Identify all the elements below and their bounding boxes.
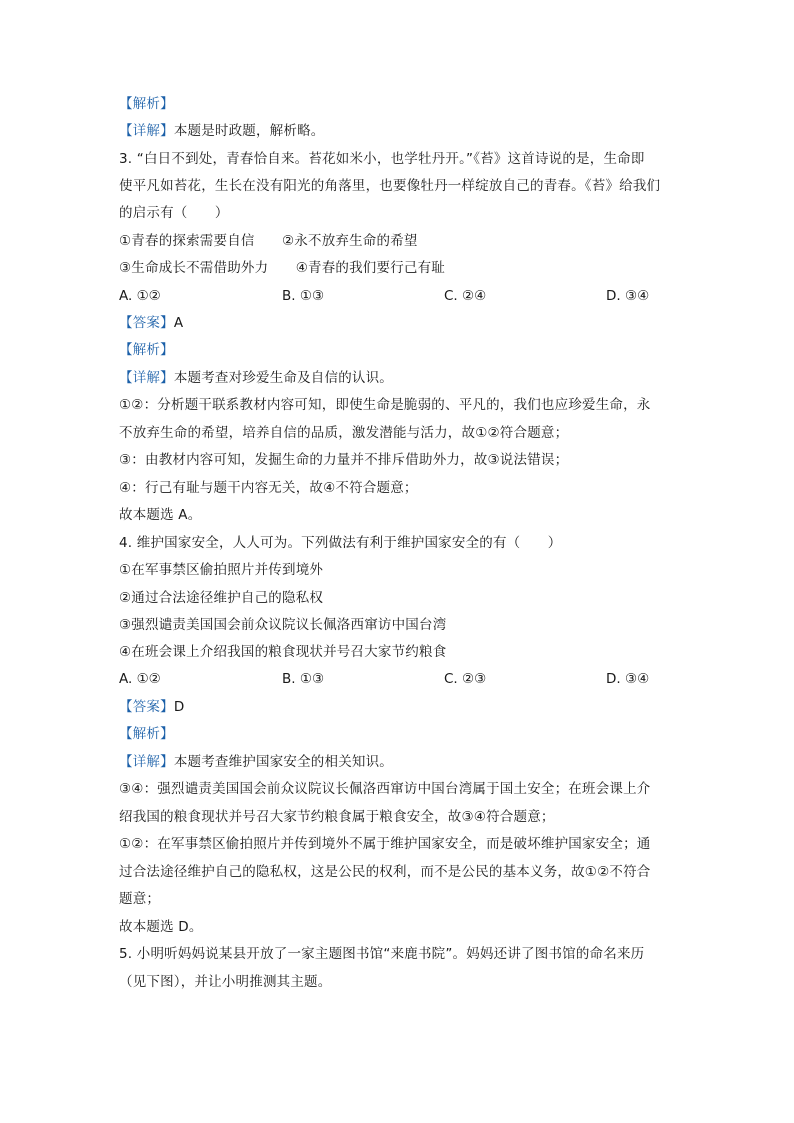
line-text: ①在军事禁区偷拍照片并传到境外 [119,562,324,578]
line-text: ③：由教材内容可知，发掘生命的力量并不排斥借助外力，故③说法错误； [119,452,569,468]
section-tag: 【详解】 [119,123,174,139]
text-line [119,589,679,608]
line-text: 本题考查维护国家安全的相关知识。 [173,754,394,770]
text-line [119,150,679,169]
line-text: ④：行己有耻与题干内容无关，故④不符合题意； [119,480,418,496]
text-line [119,835,679,854]
line-text: ③生命成长不需借助外力 ④青春的我们要行己有耻 [119,260,446,276]
text-line [119,780,679,799]
section-tag: 【解析】 [119,96,174,112]
line-text: （见下图），并让小明推测其主题。 [119,974,332,990]
text-line [119,451,679,470]
text-line [119,725,679,744]
text-line [119,95,679,114]
text-line [119,259,679,278]
section-tag: 【答案】 [119,315,174,331]
section-tag: 【解析】 [119,342,174,358]
text-line [119,698,679,717]
section-tag: 【详解】 [119,754,174,770]
text-line [119,369,679,388]
section-tag: 【解析】 [119,726,174,742]
line-text: 4. 维护国家安全，人人可为。下列做法有利于维护国家安全的有（ ） [119,535,562,551]
line-text: 本题是时政题，解析略。 [173,123,325,139]
line-text: 5. 小明听妈妈说某县开放了一家主题图书馆“来鹿书院”。妈妈还讲了图书馆的命名来历 [119,946,645,962]
text-line [119,341,679,360]
q3-option-a: A. ①② [119,288,161,304]
text-line [119,753,679,772]
line-text: ④在班会课上介绍我国的粮食现状并号召大家节约粮食 [119,644,447,660]
line-text: ①②：在军事禁区偷拍照片并传到境外不属于维护国家安全，而是破坏维护国家安全；通 [119,836,651,852]
line-text: 使平凡如苔花，生长在没有阳光的角落里，也要像牡丹一样绽放自己的青春。《苔》给我们 [119,178,661,194]
text-line [119,808,679,827]
line-text: 本题考查对珍爱生命及自信的认识。 [173,370,394,386]
section-tag: 【答案】 [119,699,174,715]
q4-option-c: C. ②③ [444,671,487,687]
text-line [119,314,679,333]
text-line [119,945,679,964]
text-line [119,122,679,141]
line-text: 故本题选 A。 [119,507,202,523]
line-text: 3. “白日不到处，青春恰自来。苔花如米小，也学牡丹开。”《苔》这首诗说的是，生命即 [119,151,645,167]
text-line [119,232,679,251]
line-text: ①②：分析题干联系教材内容可知，即使生命是脆弱的、平凡的，我们也应珍爱生命，永 [119,397,651,413]
line-text: 绍我国的粮食现状并号召大家节约粮食属于粮食安全，故③④符合题意； [119,809,555,825]
text-line [119,396,679,415]
text-line [119,616,679,635]
text-line [119,204,679,223]
line-text: A [173,315,184,331]
text-line [119,643,679,662]
line-text: 的启示有（ ） [119,205,229,221]
q4-option-a: A. ①② [119,671,161,687]
q3-option-b: B. ①③ [282,288,325,304]
line-text: 题意； [119,891,161,907]
line-text: ③强烈谴责美国国会前众议院议长佩洛西窜访中国台湾 [119,617,447,633]
q4-option-b: B. ①③ [282,671,325,687]
text-line [119,424,679,443]
text-line [119,890,679,909]
text-line [119,506,679,525]
q3-option-d: D. ③④ [606,288,650,304]
text-line [119,534,679,553]
q3-option-c: C. ②④ [444,288,487,304]
text-line [119,863,679,882]
line-text: ②通过合法途径维护自己的隐私权 [119,590,324,606]
text-line [119,177,679,196]
q4-option-d: D. ③④ [606,671,650,687]
line-text: 不放弃生命的希望，培养自信的品质，激发潜能与活力，故①②符合题意； [119,425,569,441]
line-text: ①青春的探索需要自信 ②永不放弃生命的希望 [119,233,418,249]
line-text: ③④：强烈谴责美国国会前众议院议长佩洛西窜访中国台湾属于国土安全；在班会课上介 [119,781,651,797]
section-tag: 【详解】 [119,370,174,386]
line-text: D [173,699,185,715]
line-text: 故本题选 D。 [119,919,203,935]
text-line [119,973,679,992]
text-line [119,561,679,580]
text-line [119,479,679,498]
text-line [119,918,679,937]
line-text: 过合法途径维护自己的隐私权，这是公民的权利，而不是公民的基本义务，故①②不符合 [119,864,651,880]
